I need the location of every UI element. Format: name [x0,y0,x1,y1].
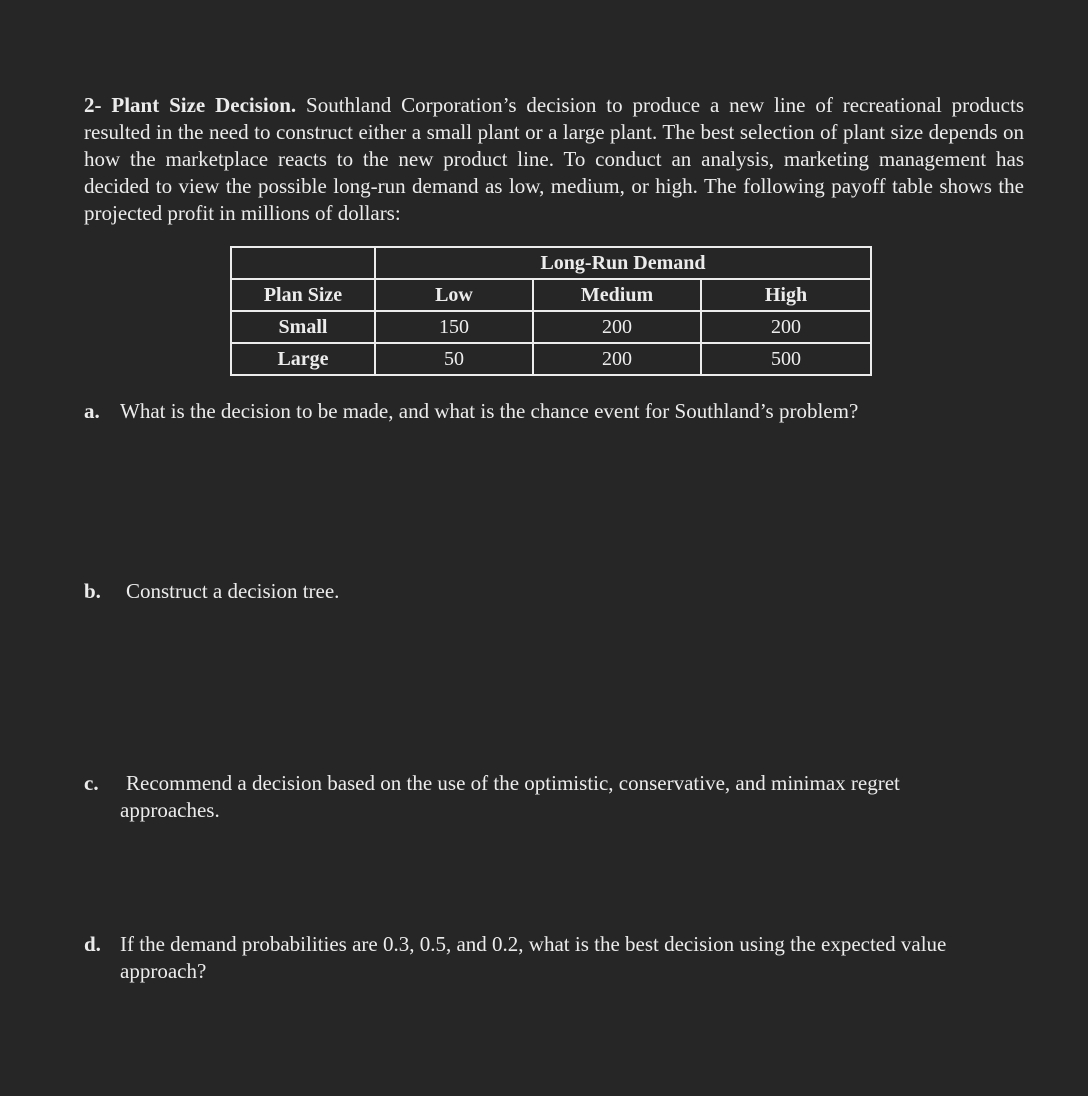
problem-text: Southland Corporation’s decision to produce a new line of recreational products resulted in the need to construct either a small plant or a large plant. The best selection of plant size depends on how the marketplace reacts to the new product line. To conduct an analysis, marketing management has decided to view the possible long-run demand as low, medium, or high. The following payoff table shows the projected profit in millions of dollars: [84,93,1025,225]
question-c-label: c. [84,771,99,795]
question-b-label: b. [84,579,101,603]
table-cell: 200 [533,311,701,343]
column-header-low: Low [375,279,533,311]
question-a [84,398,858,425]
row-label-small: Small [231,311,375,343]
table-cell: 50 [375,343,533,375]
column-header-high: High [701,279,871,311]
problem-number: 2- [84,93,102,117]
question-c-text-line1: Recommend a decision based on the use of the optimistic, conservative, and minimax regret [126,771,900,795]
table-group-header-row [231,247,871,279]
table-header-row [231,279,871,311]
question-a-label: a. [84,399,100,423]
table-corner-cell [231,247,375,279]
problem-statement [84,92,1024,227]
table-cell: 150 [375,311,533,343]
question-d-label: d. [84,932,101,956]
table-cell: 200 [701,311,871,343]
row-label-large: Large [231,343,375,375]
question-c [84,770,1024,824]
question-d-text-line1: If the demand probabilities are 0.3, 0.5, and 0.2, what is the best decision using the expected value [120,932,947,956]
question-d [84,931,1024,985]
problem-title: Plant Size Decision. [111,93,297,117]
long-run-demand-header: Long-Run Demand [375,247,871,279]
table-row [231,311,871,343]
plan-size-header: Plan Size [231,279,375,311]
payoff-table [230,246,872,376]
question-b [84,578,339,605]
table-row [231,343,871,375]
question-a-text: What is the decision to be made, and what is the chance event for Southland’s problem? [120,399,859,423]
column-header-medium: Medium [533,279,701,311]
table-cell: 200 [533,343,701,375]
question-c-text-line2: approaches. [120,798,220,822]
table-cell: 500 [701,343,871,375]
question-d-text-line2: approach? [120,959,207,983]
question-b-text: Construct a decision tree. [126,579,340,603]
